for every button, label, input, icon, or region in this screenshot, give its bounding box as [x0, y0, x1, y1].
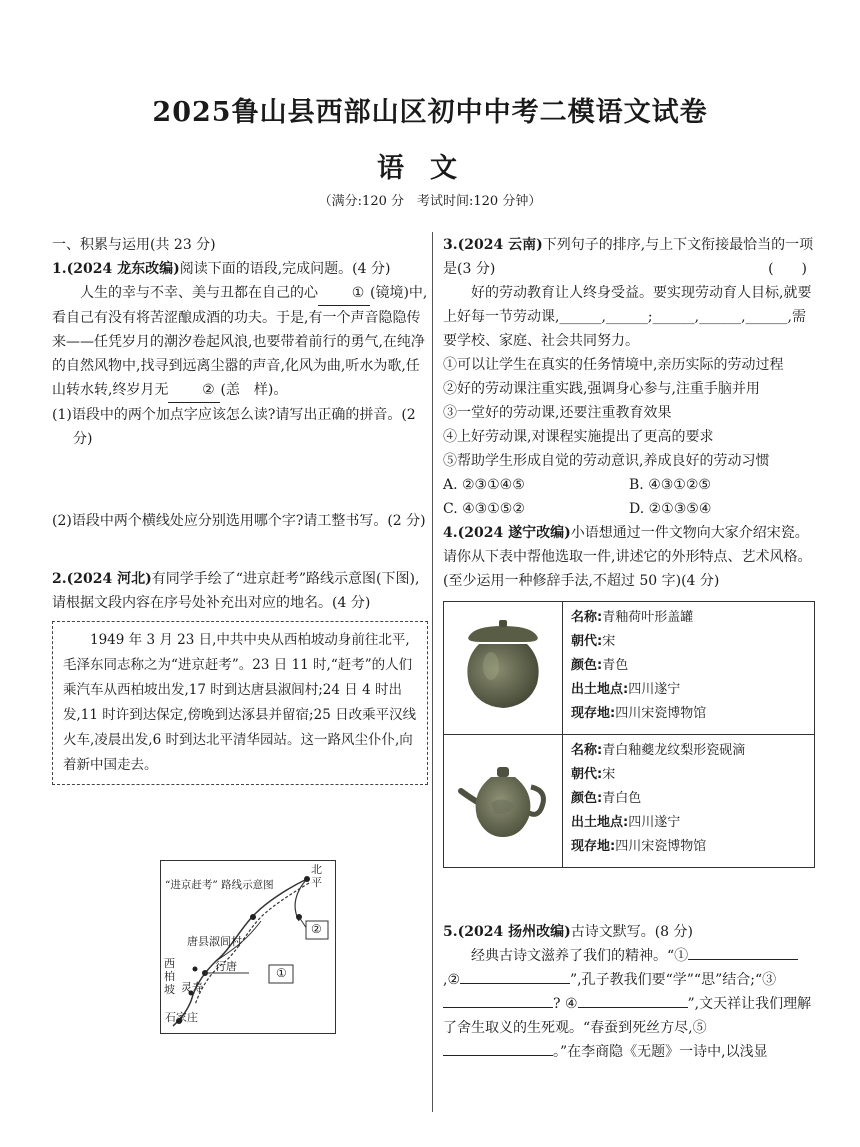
map-title: “进京赶考” 路线示意图: [165, 879, 274, 891]
relic-image-jar: [444, 602, 563, 735]
section-heading: 一、积累与运用(共 23 分): [52, 237, 216, 253]
relic-info: [563, 735, 815, 868]
station-dot: [193, 967, 198, 972]
subject-heading: 语文: [377, 153, 483, 184]
q5-blank[interactable]: [460, 983, 570, 984]
field-label: 朝代:: [571, 634, 603, 649]
q1-passage-c: (恙 样)。: [220, 382, 288, 398]
map-marker-1[interactable]: ①: [276, 966, 287, 980]
field-label: 现存地:: [571, 706, 616, 721]
q1-passage: [52, 281, 428, 403]
q3-options: [443, 473, 815, 521]
table-row: [444, 735, 815, 868]
water-dropper-icon: [455, 747, 551, 847]
q5-source: (2024 扬州改编): [457, 924, 571, 940]
q3-number: 3.: [443, 237, 458, 253]
field-label: 颜色:: [571, 658, 603, 673]
q1-blank-2[interactable]: ②: [168, 378, 220, 403]
field-label: 名称:: [571, 610, 603, 625]
option-a[interactable]: A. ②③①④⑤: [443, 477, 525, 493]
map-label-lingshou: 灵寿: [181, 981, 203, 994]
field-label: 出土地点:: [571, 815, 629, 830]
option-b[interactable]: B. ④③①②⑤: [629, 477, 711, 493]
q4-prompt: 小语想通过一件文物向大家介绍宋瓷。请你从下表中帮他选取一件,讲述它的外形特点、艺术风格。(至少运用一种修辞手法,不超过 50 字)(4 分): [443, 525, 812, 589]
q4-source: (2024 遂宁改编): [457, 525, 571, 541]
q1-blank-1[interactable]: ①: [318, 281, 370, 306]
relic-image-pot: [444, 735, 563, 868]
q1-passage-a: 人生的幸与不幸、美与丑都在自己的心: [80, 285, 318, 301]
q3-passage: 好的劳动教育让人终身受益。要实现劳动育人目标,就要上好每一节劳动课,______,______;______,______,______,需要学校、家庭、社会共同努力。: [443, 285, 812, 349]
q5-prompt: 古诗文默写。(8 分): [570, 924, 693, 940]
exam-meta: （满分:120 分 考试时间:120 分钟）: [318, 194, 542, 209]
q1-number: 1.: [52, 261, 67, 277]
q3-answer-paren[interactable]: ( ): [768, 261, 807, 277]
field-label: 朝代:: [571, 767, 603, 782]
q5-number: 5.: [443, 924, 458, 940]
covered-jar-icon: [455, 614, 551, 714]
q5-blank[interactable]: [578, 1007, 688, 1008]
map-label-xingtang: 行唐: [215, 960, 237, 973]
q5-blank[interactable]: [443, 1055, 553, 1056]
q1-source: (2024 龙东改编): [66, 261, 180, 277]
q1-sub-2: (2)语段中两个横线处应分别选用哪个字?请工整书写。(2 分): [52, 513, 426, 529]
relic-info: [563, 602, 815, 735]
q3-item: ①可以让学生在真实的任务情境中,亲历实际的劳动过程: [443, 357, 784, 373]
answer-space[interactable]: [443, 868, 815, 920]
option-d[interactable]: D. ②①③⑤④: [629, 501, 712, 517]
relic-color: 青白色: [602, 791, 642, 806]
field-label: 出土地点:: [571, 682, 629, 697]
field-label: 颜色:: [571, 791, 603, 806]
q5-blank[interactable]: [443, 1007, 553, 1008]
q2-source: (2024 河北): [66, 571, 152, 587]
q5-passage: [443, 944, 815, 1064]
q2-number: 2.: [52, 571, 67, 587]
q5-text: ”,文天祥让我们理解了舍生取义的生死观。“春蚕到死丝方尽,⑤: [443, 996, 812, 1036]
relic-name: 青白釉夔龙纹梨形瓷砚滴: [602, 743, 746, 758]
q3-prompt: 下列句子的排序,与上下文衔接最恰当的一项是(3 分): [443, 237, 814, 277]
relic-origin: 四川遂宁: [628, 682, 681, 697]
q2-passage-box: 1949 年 3 月 23 日,中共中央从西柏坡动身前往北平,毛泽东同志称之为“进京赶考”。23 日 11 时,“赶考”的人们乘汽车从西柏坡出发,17 时到达唐县淑闾村;24 日 4 时出发,11 时许到达保定,傍晚到达涿县并留宿;25 日改乘平汉线火车,凌晨出发,6 时到达北平清华园站。这一路风尘仆仆,向着新中国走去。: [52, 621, 428, 785]
relic-museum: 四川宋瓷博物馆: [615, 706, 707, 721]
answer-space[interactable]: [52, 533, 428, 567]
right-column: [443, 233, 815, 1064]
question-3: [443, 233, 815, 521]
question-2: [52, 567, 428, 785]
question-4: [443, 521, 815, 920]
field-label: 名称:: [571, 743, 603, 758]
q3-item: ④上好劳动课,对课程实施提出了更高的要求: [443, 429, 714, 445]
relic-origin: 四川遂宁: [628, 815, 681, 830]
relic-dynasty: 宋: [602, 634, 616, 649]
station-dot: [250, 914, 256, 920]
question-1: [52, 257, 428, 567]
beiping-dot: [304, 876, 310, 882]
map-label-xibaipo: 西柏坡: [164, 957, 175, 996]
relic-name: 青釉荷叶形盖罐: [602, 610, 694, 625]
map-label-shulv: 唐县淑闾村: [187, 935, 242, 948]
q5-text: 经典古诗文滋养了我们的精神。“①: [471, 948, 689, 964]
relics-table: [443, 601, 815, 868]
question-5: [443, 920, 815, 1064]
q1-prompt: 阅读下面的语段,完成问题。(4 分): [179, 261, 391, 277]
relic-museum: 四川宋瓷博物馆: [615, 839, 707, 854]
table-row: [444, 602, 815, 735]
answer-space[interactable]: [52, 451, 428, 509]
map-label-beiping: 北平: [311, 863, 322, 889]
field-label: 现存地:: [571, 839, 616, 854]
relic-dynasty: 宋: [602, 767, 616, 782]
q5-blank[interactable]: [688, 959, 798, 960]
q3-item: ②好的劳动课注重实践,强调身心参与,注重手脑并用: [443, 381, 760, 397]
q5-text: ? ④: [553, 996, 578, 1012]
q3-source: (2024 云南): [457, 237, 543, 253]
q5-text: ,②: [443, 972, 461, 988]
q2-prompt: 有同学手绘了“进京赶考”路线示意图(下图),请根据文段内容在序号处补充出对应的地名。(4 分): [52, 571, 420, 611]
q3-item: ③一堂好的劳动课,还要注重教育效果: [443, 405, 672, 421]
route-map: [160, 860, 336, 1034]
q5-text: 。”在李商隐《无题》一诗中,以浅显: [553, 1044, 768, 1060]
relic-color: 青色: [602, 658, 629, 673]
option-c[interactable]: C. ④③①⑤②: [443, 501, 525, 517]
q4-number: 4.: [443, 525, 458, 541]
q1-passage-b: (镜境)中,看自己有没有将苦涩酿成酒的功夫。于是,有一个声音隐隐传来——任凭岁月的潮汐卷起风浪,也要带着前行的勇气,在纯净的自然风物中,找寻到远离尘嚣的声音,化风为曲,听水为歌,任山转水转,终岁月无: [52, 285, 428, 398]
map-marker-2[interactable]: ②: [311, 922, 322, 936]
q1-sub-1: (1)语段中的两个加点字应该怎么读?请写出正确的拼音。(2 分): [52, 407, 416, 447]
q5-text: ”,孔子教我们要“学”“思”结合;“③: [570, 972, 777, 988]
column-divider: [432, 232, 433, 1112]
exam-title: 2025鲁山县西部山区初中中考二模语文试卷: [152, 97, 708, 128]
left-column: [52, 233, 428, 785]
rail-line: [173, 879, 307, 1026]
branch-line: [295, 879, 307, 921]
q3-item: ⑤帮助学生形成自觉的劳动意识,养成良好的劳动习惯: [443, 453, 770, 469]
map-label-shijiazhuang: 石家庄: [165, 1011, 198, 1024]
